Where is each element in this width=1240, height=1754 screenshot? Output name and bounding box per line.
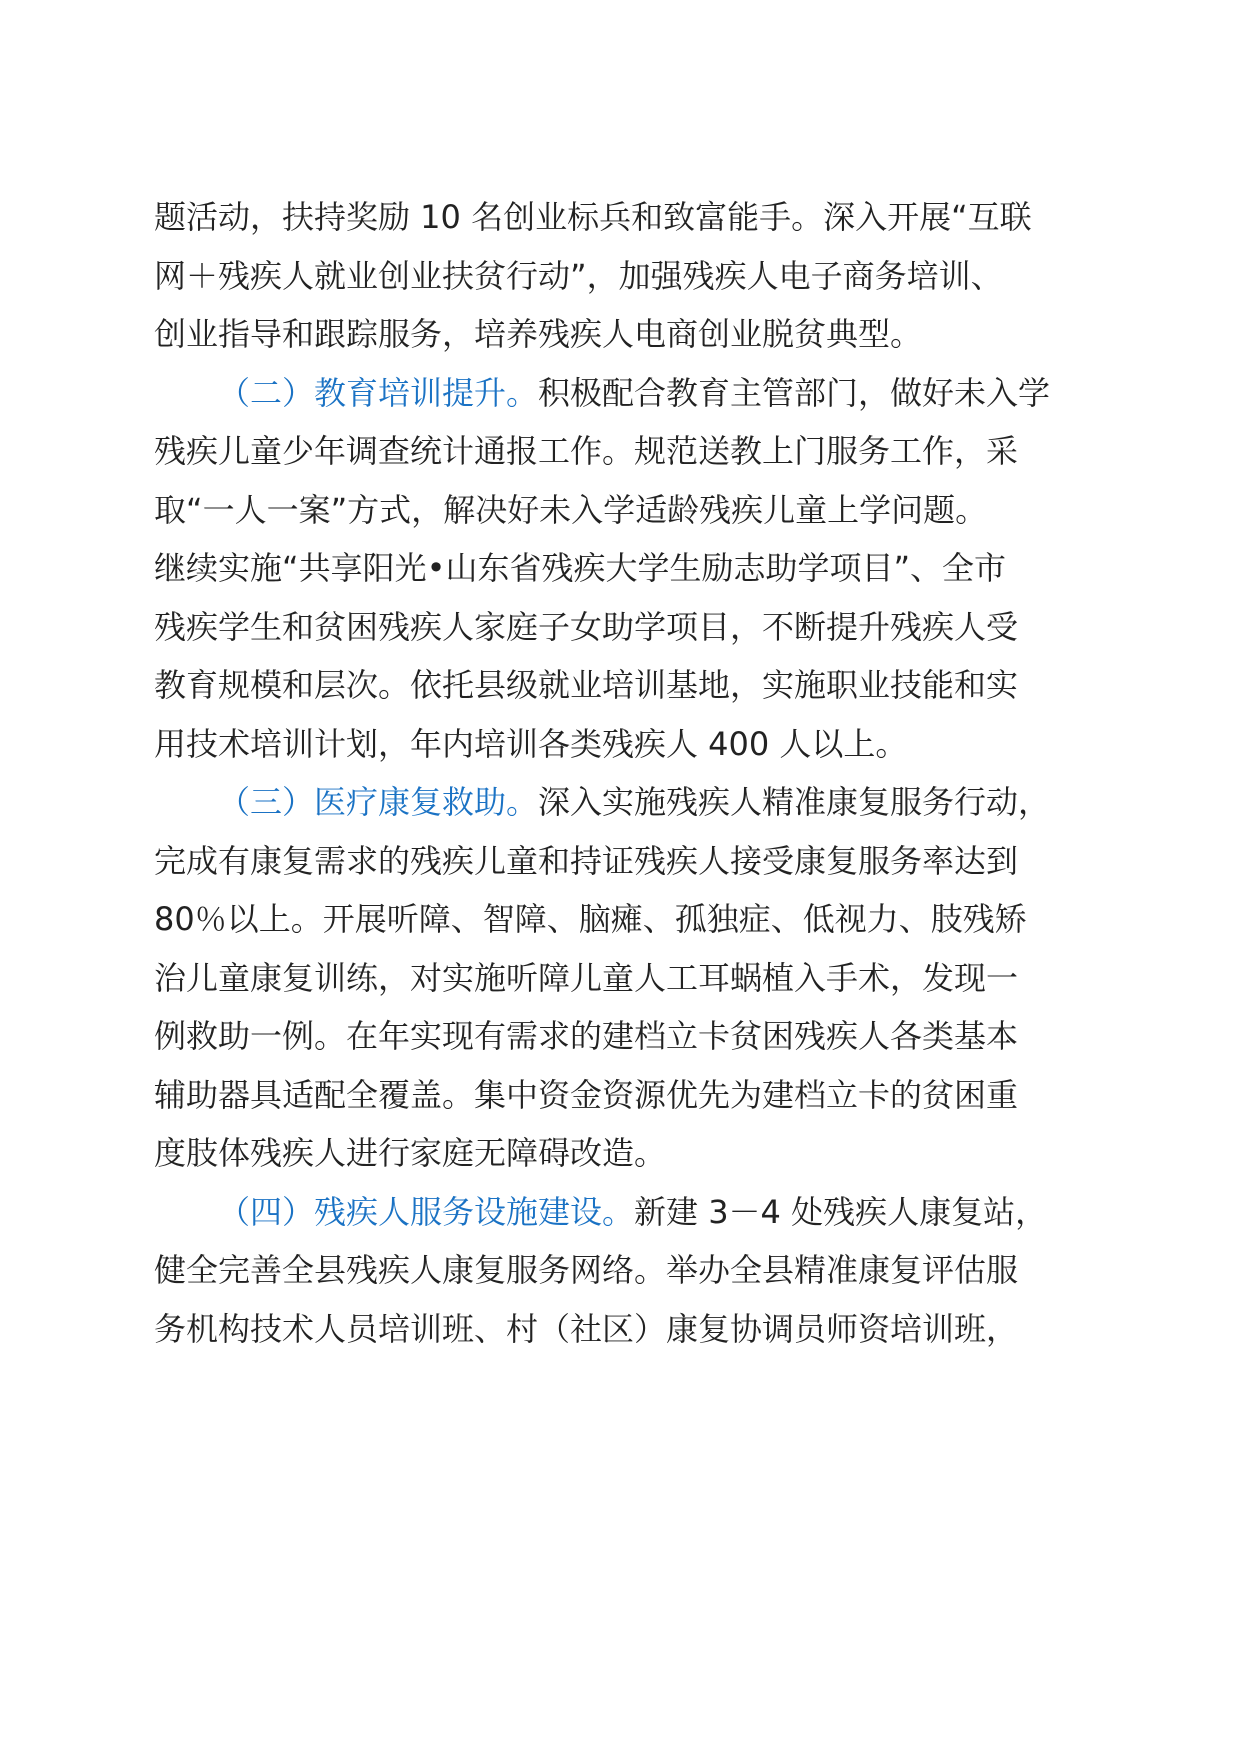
body-text-line: 80％以上。开展听障、智障、脑瘫、孤独症、低视力、肢残矫: [154, 900, 1027, 938]
section-2-first-line: [218, 373, 1050, 413]
section-heading: （三）医疗康复救助。: [218, 783, 539, 821]
body-text-line: 度肢体残疾人进行家庭无障碍改造。: [154, 1134, 667, 1172]
body-text-line: 网＋残疾人就业创业扶贫行动”，加强残疾人电子商务培训、: [154, 257, 1003, 295]
section-heading: （二）教育培训提升。: [218, 374, 539, 412]
body-text-line: 治儿童康复训练，对实施听障儿童人工耳蜗植入手术，发现一: [154, 959, 1019, 997]
body-text-line: 例救助一例。在年实现有需求的建档立卡贫困残疾人各类基本: [154, 1017, 1019, 1055]
body-text: 积极配合教育主管部门，做好未入学: [538, 374, 1051, 412]
body-text-line: 教育规模和层次。依托县级就业培训基地，实施职业技能和实: [154, 666, 1019, 704]
section-3-first-line: [218, 782, 1050, 822]
body-text: 新建 3－4 处残疾人康复站，: [634, 1193, 1048, 1231]
body-text-line: 题活动，扶持奖励 10 名创业标兵和致富能手。深入开展“互联: [154, 198, 1032, 236]
body-text-line: 健全完善全县残疾人康复服务网络。举办全县精准康复评估服: [154, 1251, 1019, 1289]
body-text-line: 残疾学生和贫困残疾人家庭子女助学项目，不断提升残疾人受: [154, 608, 1019, 646]
section-4-first-line: [218, 1192, 1047, 1232]
body-text-line: 残疾儿童少年调查统计通报工作。规范送教上门服务工作，采: [154, 432, 1019, 470]
body-text-line: 务机构技术人员培训班、村（社区）康复协调员师资培训班，: [154, 1310, 1019, 1348]
body-text-line: 取“一人一案”方式，解决好未入学适龄残疾儿童上学问题。: [154, 491, 988, 529]
section-heading: （四）残疾人服务设施建设。: [218, 1193, 635, 1231]
body-text-line: 创业指导和跟踪服务，培养残疾人电商创业脱贫典型。: [154, 315, 923, 353]
body-text: 深入实施残疾人精准康复服务行动，: [538, 783, 1051, 821]
body-text-line: 继续实施“共享阳光•山东省残疾大学生励志助学项目”、全市: [154, 549, 1007, 587]
body-text-line: 用技术培训计划，年内培训各类残疾人 400 人以上。: [154, 725, 908, 763]
body-text-line: 完成有康复需求的残疾儿童和持证残疾人接受康复服务率达到: [154, 842, 1019, 880]
body-text-line: 辅助器具适配全覆盖。集中资金资源优先为建档立卡的贫困重: [154, 1076, 1019, 1114]
